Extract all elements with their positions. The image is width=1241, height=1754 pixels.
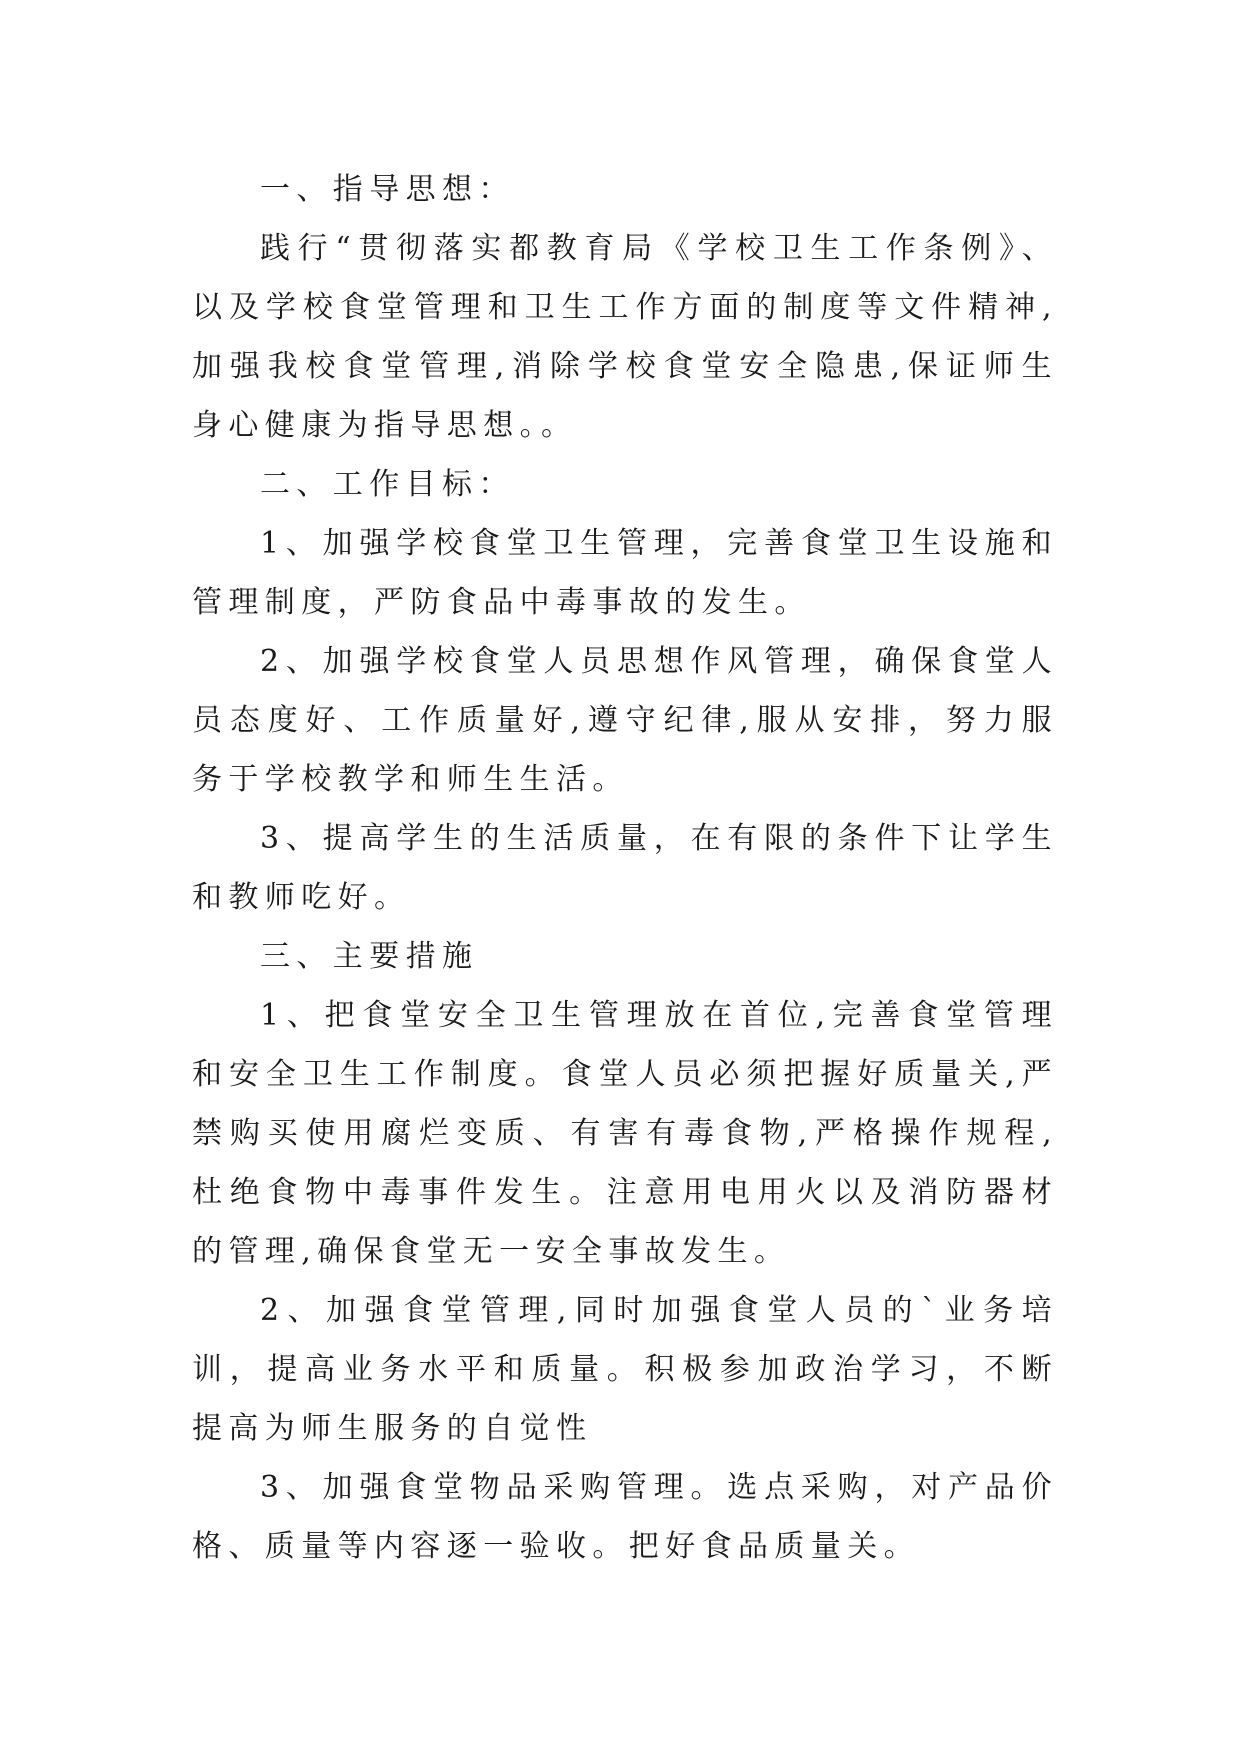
paragraph-measure-3: 3、加强食堂物品采购管理。选点采购，对产品价格、质量等内容逐一验收。把好食品质量关。 xyxy=(192,1470,1058,1564)
section-heading-main-measures: 三、主要措施 xyxy=(260,939,479,974)
paragraph-measure-1: 1、把食堂安全卫生管理放在首位,完善食堂管理和安全卫生工作制度。食堂人员必须把握好质量关,严禁购买使用腐烂变质、有害有毒食物,严格操作规程,杜绝食物中毒事件发生。注意用电用火以及消防器材的管理,确保食堂无一安全事故发生。 xyxy=(192,998,1058,1269)
section-heading-guiding-ideology: 一、指导思想： xyxy=(260,172,515,207)
paragraph-guiding-ideology: 践行“贯彻落实都教育局《学校卫生工作条例》、以及学校食堂管理和卫生工作方面的制度等文件精神,加强我校食堂管理,消除学校食堂安全隐患,保证师生身心健康为指导思想。。 xyxy=(192,231,1058,443)
section-heading-work-goals: 二、工作目标： xyxy=(260,467,515,502)
document-body xyxy=(192,160,1058,1576)
paragraph-goal-3: 3、提高学生的生活质量，在有限的条件下让学生和教师吃好。 xyxy=(192,821,1058,915)
paragraph-goal-1: 1、加强学校食堂卫生管理，完善食堂卫生设施和管理制度，严防食品中毒事故的发生。 xyxy=(192,526,1058,620)
paragraph-measure-2: 2、加强食堂管理,同时加强食堂人员的`业务培训，提高业务水平和质量。积极参加政治学习，不断提高为师生服务的自觉性 xyxy=(192,1293,1058,1446)
paragraph-goal-2: 2、加强学校食堂人员思想作风管理，确保食堂人员态度好、工作质量好,遵守纪律,服从安排，努力服务于学校教学和师生生活。 xyxy=(192,644,1058,797)
